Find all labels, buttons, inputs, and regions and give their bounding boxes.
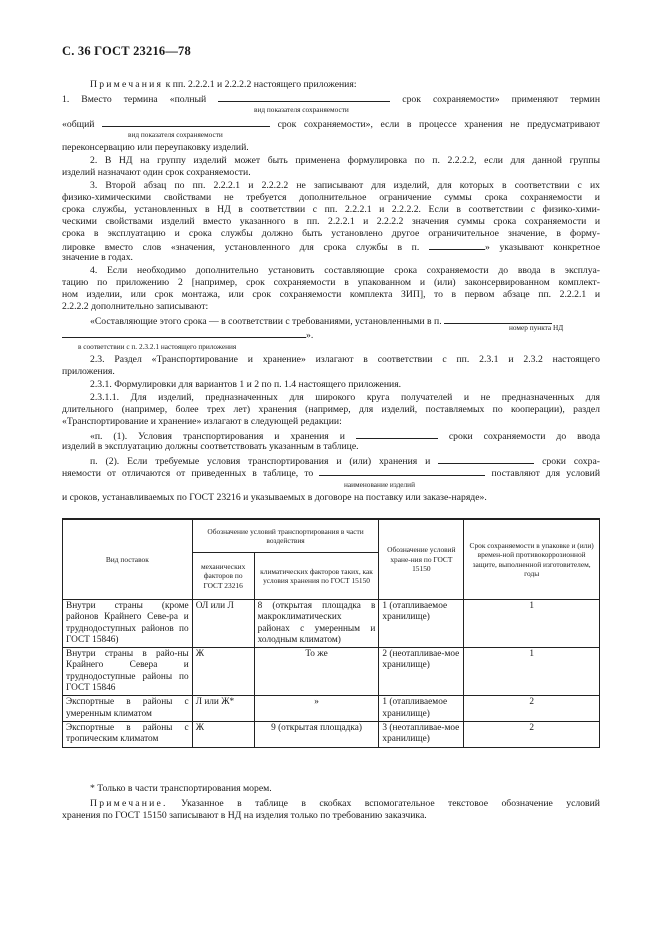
note-3-line-1: 3. Второй абзац по пп. 2.2.2.1 и 2.2.2.2 не записывают для изделий, для которых в соответствии с их [90,180,600,191]
blank-field [62,328,306,338]
section-2-3-1-1-line-2: длительного (например, более трех лет) хранения (например, для изделий, поставляемых по кооперации), раздел [62,404,600,415]
blank-field [429,240,485,250]
cell-term: 2 [464,721,600,747]
caption-indicator-type: вид показателя сохраняемости [128,130,223,139]
section-2-3-end: приложения. [62,366,115,377]
note-3-end: значение в годах. [62,252,133,263]
storage-conditions-table [62,518,600,748]
section-2-3-line-1: 2.3. Раздел «Транспортирование и хранение» излагают в соответствии с пп. 2.3.1 и 2.3.2 настоящего [90,354,600,365]
note-1-line-1: 1. Вместо термина «полный срок сохраняемости» применяют термин [62,94,601,105]
cell-clim: 9 (открытая площадка) [254,721,379,747]
cell-storage: 1 (отапливаемое хранилище) [379,600,464,648]
cell-kind: Экспортные в районы с умеренным климатом [63,696,193,722]
note-4-line-2: тацию по приложению 2 [например, срок сохраняемости в упакованном и (или) законсервированном комплект- [62,277,600,288]
cell-clim: 8 (открытая площадка в макроклиматических районах с умеренным и холодным климатом) [254,600,379,648]
header-kind: Вид поставок [63,519,193,600]
header-transport-group: Обозначение условий транспортирования в части воздействия [192,519,379,553]
cell-storage: 2 (неотапливае-мое хранилище) [379,648,464,696]
paragraph-2-line-1: п. (2). Если требуемые условия транспортирования и (или) хранения и сроки сохра- [90,456,600,467]
cell-kind: Внутри страны (кроме районов Крайнего Севе-ра и труднодоступных районов по ГОСТ 15846) [63,600,193,648]
note-3-line-4: ческими свойствами изделий вместо указанного в пп. 2.2.2.1 и 2.2.2.2 значения суммы срока сохраняемости и [62,216,600,227]
notes-heading: Примечания к пп. 2.2.2.1 и 2.2.2.2 настоящего приложения: [90,79,357,90]
cell-mech: Ж [192,721,254,747]
cell-storage: 3 (неотапливае-мое хранилище) [379,721,464,747]
paragraph-1-end: изделий в эксплуатацию должны соответствовать указанным в таблице. [62,441,359,452]
cell-mech: ОЛ или Л [192,600,254,648]
cell-mech: Л или Ж* [192,696,254,722]
note-4-line-3: ном изделии, или срок монтажа, или срок сохраняемости комплекта ЗИП], то в первом абзаце пп. 2.2.2.1 и [62,289,600,300]
section-2-3-1-1-end: «Транспортирование и хранение» излагают в следующей редакции: [62,416,342,427]
header-storage: Обозначение условий хране-ния по ГОСТ 15150 [379,519,464,600]
final-note-line-2: хранения по ГОСТ 15150 записывают в НД на изделия только по требованию заказчика. [62,810,427,821]
paragraph-1-line-1: «п. (1). Условия транспортирования и хранения и сроки сохраняемости до ввода [90,431,601,442]
cell-kind: Внутри страны в райо-ны Крайнего Севера и труднодоступные районы по ГОСТ 15846 [63,648,193,696]
quote-line: «Составляющие этого срока — в соответствии с требованиями, установленными в п. [90,314,552,328]
caption-indicator-type: вид показателя сохраняемости [254,105,349,114]
final-note-line-1: Примечание. Указанное в таблице в скобках вспомогательное текстовое обозначение условий [90,798,600,809]
note-3-line-2: физико-химическими свойствами не требуется дополнительное ограничение суммы срока сохраняемости и [62,192,600,203]
table-row [63,600,600,648]
cell-term: 2 [464,696,600,722]
cell-term: 1 [464,648,600,696]
blank-field [438,454,534,464]
cell-clim: » [254,696,379,722]
header-clim: климатических факторов таких, как условия хранения по ГОСТ 15150 [254,553,379,600]
paragraph-2-end: и сроков, устанавливаемых по ГОСТ 23216 и указываемых в договоре на поставку или заказе-наряде». [62,492,487,503]
note-4-line-1: 4. Если необходимо дополнительно установить составляющие срока сохраняемости до ввода в эксплуа- [90,265,600,276]
note-3-line-5: срока в эксплуатацию и срока службы должно быть установлено другое ограничительное значение, в форму- [62,228,600,239]
note-3-line-3: срока службы, установленных в НД в соответствии с пп. 2.2.2.1 и 2.2.2.2. Если в соответствии с физико-хими- [62,204,600,215]
page-header: С. 36 ГОСТ 23216—78 [62,44,191,58]
cell-kind: Экспортные в районы с тропическим климатом [63,721,193,747]
blank-field [319,466,485,476]
caption-nd-item: номер пункта НД [509,323,564,332]
note-4-end: 2.2.2.2 дополнительно записывают: [62,301,209,312]
caption-item-names: наименование изделий [344,480,415,489]
table-row [63,648,600,696]
note-1-end: переконсервацию или переупаковку изделий. [62,142,249,153]
note-1-line-2: «общий срок сохраняемости», если в процессе хранения не предусматривают [62,119,601,130]
quote-end-line: ». [62,328,313,342]
blank-field [102,117,270,127]
table-row [63,721,600,747]
header-mech: механических факторов по ГОСТ 23216 [192,553,254,600]
section-2-3-1-1-line-1: 2.3.1.1. Для изделий, предназначенных для широкого круга получателей и не предназначенных для [90,392,600,403]
blank-field [218,92,390,102]
cell-mech: Ж [192,648,254,696]
header-term: Срок сохраняемости в упаковке и (или) времен-ной противокоррозионной защите, выполненной изготовителем, годы [464,519,600,600]
footnote: * Только в части транспортирования морем. [90,783,272,794]
caption-appendix: в соответствии с п. 2.3.2.1 настоящего приложения [78,342,237,351]
note-2-line-1: 2. В НД на группу изделий может быть применена формулировка по п. 2.2.2.2, если для данной группы [90,155,600,166]
note-2-line-2: изделий назначают один срок сохраняемости. [62,167,251,178]
cell-clim: То же [254,648,379,696]
paragraph-2-line-2: няемости от отличаются от приведенных в таблице, то поставляют для условий [62,468,600,479]
section-2-3-1: 2.3.1. Формулировки для вариантов 1 и 2 по п. 1.4 настоящего приложения. [90,379,402,390]
note-3-line-6: лировке вместо слов «значения, установленного для срока службы в п. » указывают конкретное [62,242,601,253]
table-row [63,696,600,722]
cell-storage: 1 (отапливаемое хранилище) [379,696,464,722]
blank-field [356,429,438,439]
cell-term: 1 [464,600,600,648]
